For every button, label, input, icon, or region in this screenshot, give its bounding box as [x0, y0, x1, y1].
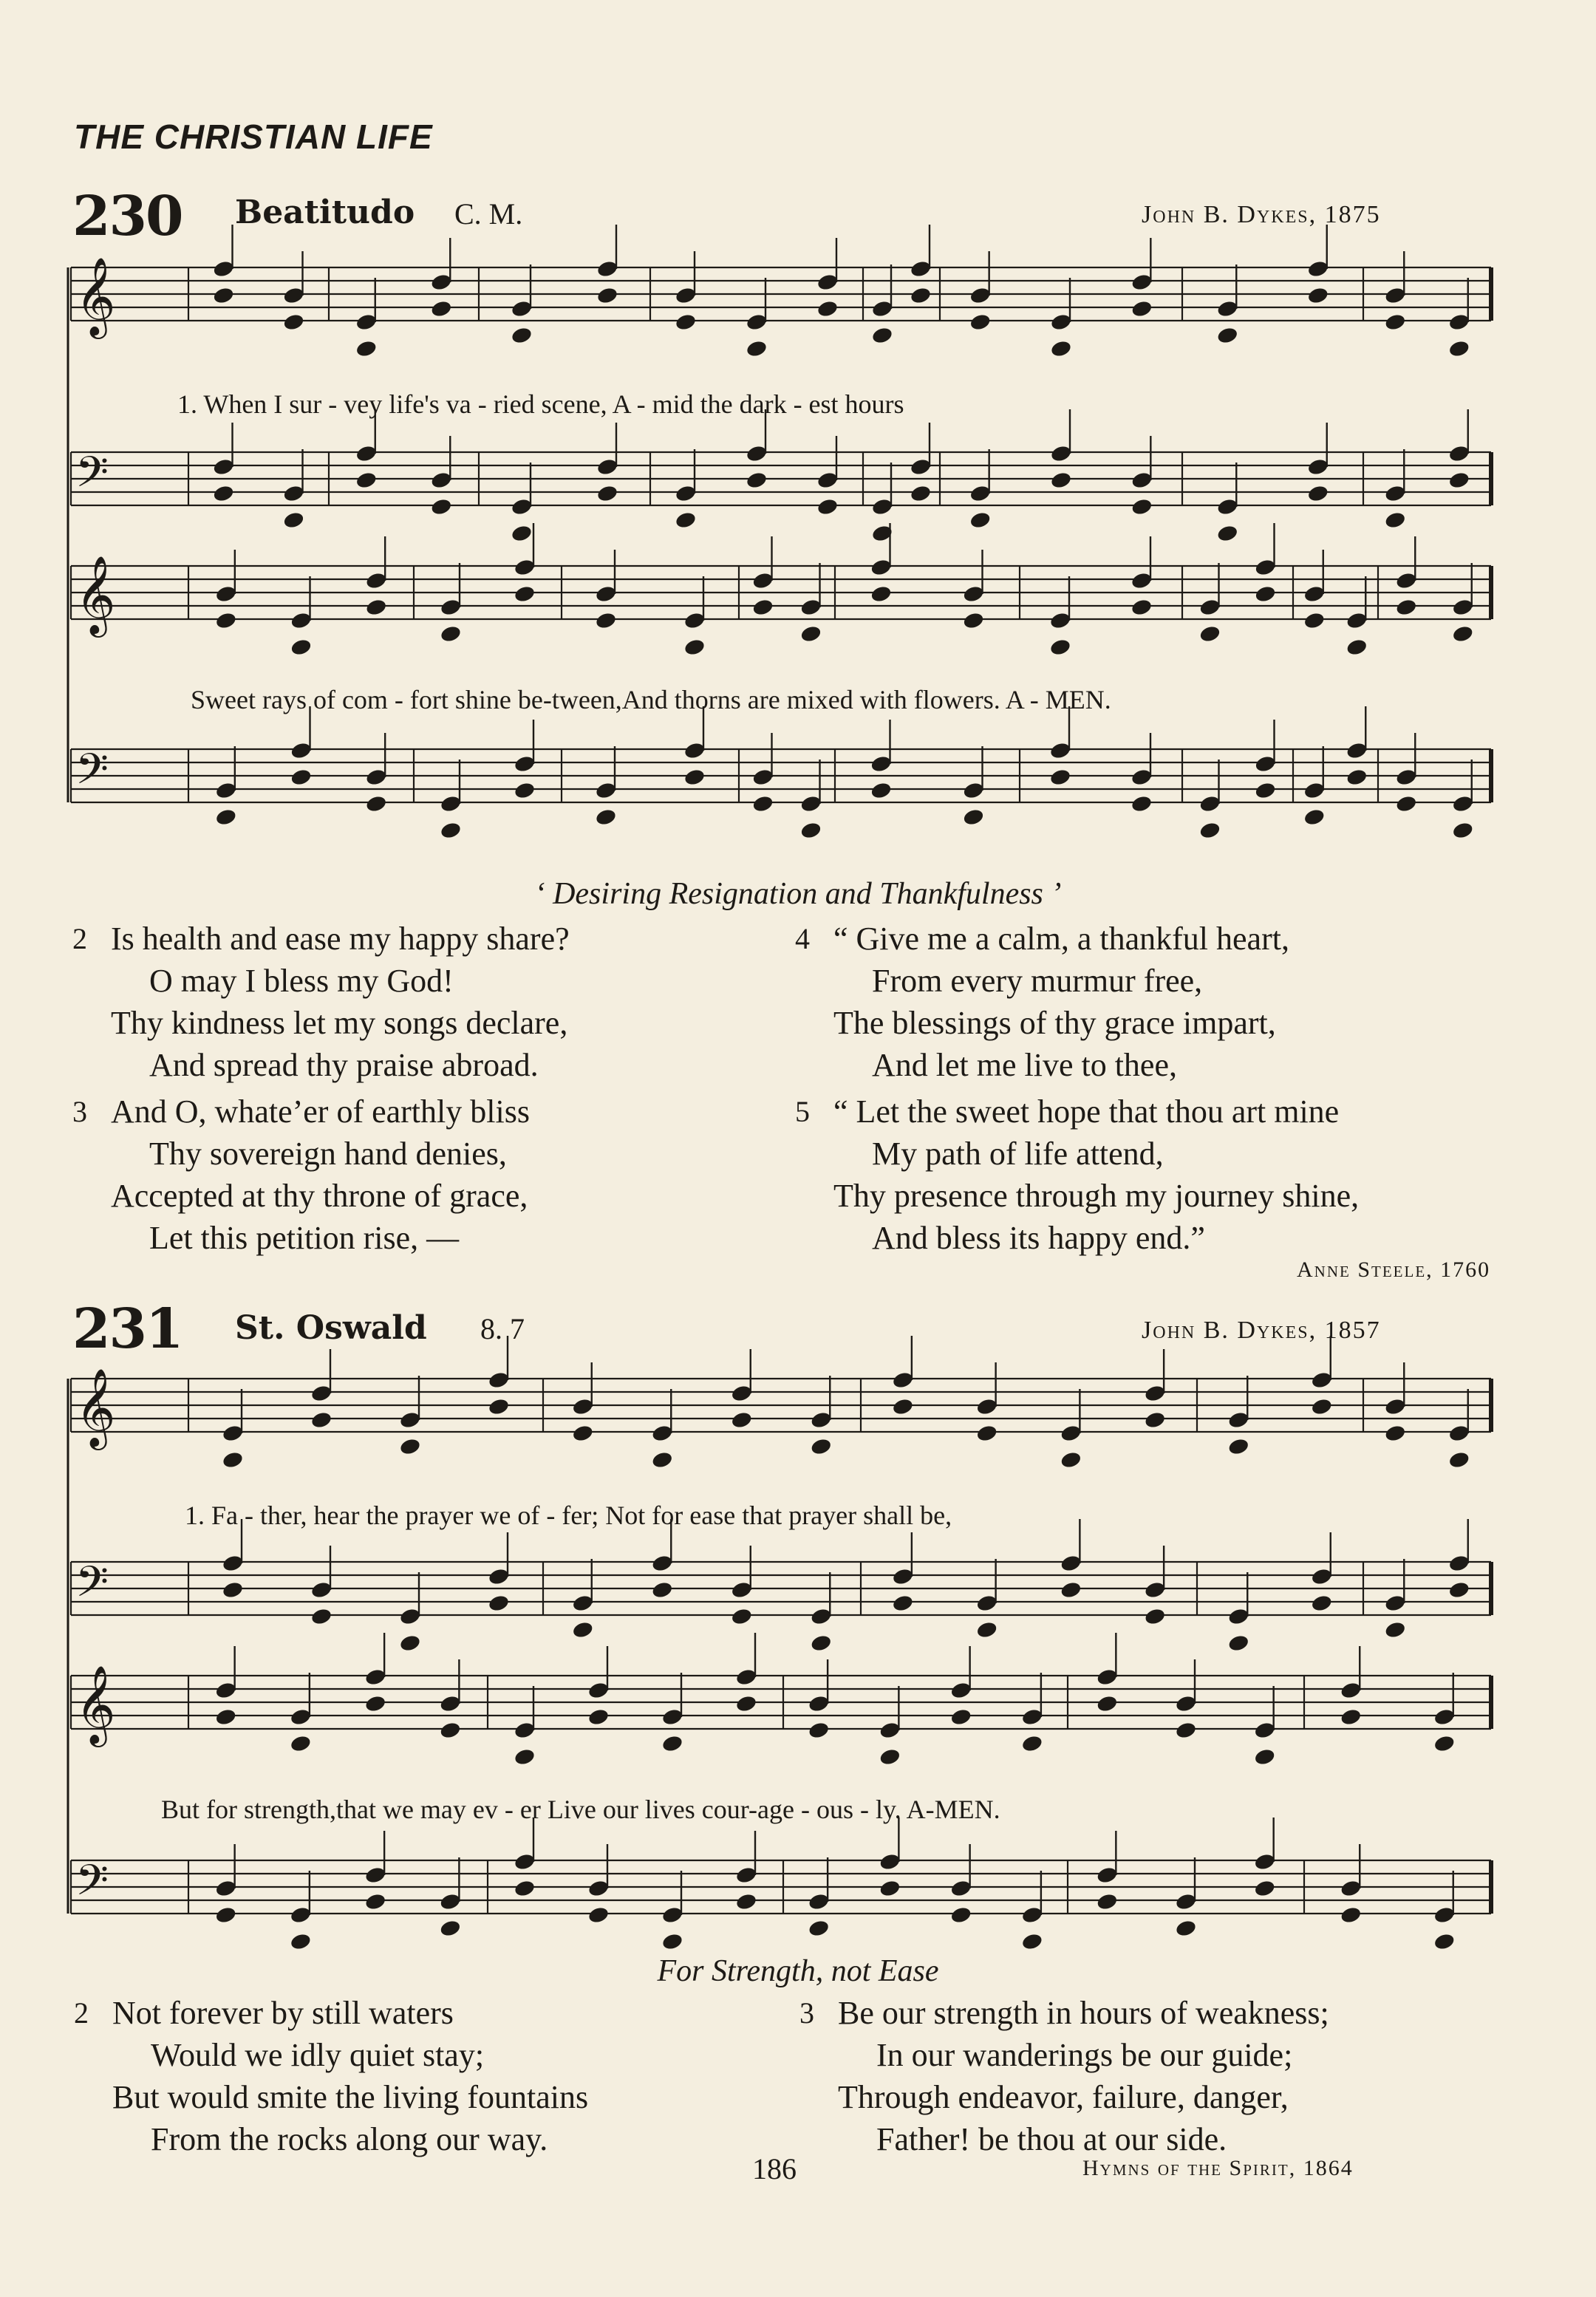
verse [795, 918, 1289, 1086]
verse-line: And O, whate’er of earthly bliss [111, 1093, 530, 1130]
svg-text:𝄞: 𝄞 [75, 555, 116, 634]
composer: John B. Dykes, 1875 [1142, 201, 1381, 228]
composer: John B. Dykes, 1857 [1142, 1317, 1381, 1344]
verse-line: Would we idly quiet stay; [151, 2037, 485, 2073]
verse-line: Father! be thou at our side. [876, 2121, 1227, 2157]
svg-text:𝄞: 𝄞 [75, 1665, 116, 1744]
hymn-number: 230 [72, 185, 183, 248]
meter: C. M. [454, 197, 523, 231]
verse-line: In our wanderings be our guide; [876, 2037, 1293, 2073]
verse [799, 1992, 1329, 2160]
tune-name: Beatitudo [235, 194, 415, 231]
source: Hymns of the Spirit, 1864 [1082, 2156, 1354, 2180]
verse-line: Not forever by still waters [112, 1995, 454, 2031]
verse-number: 3 [72, 1095, 87, 1128]
verse-line: O may I bless my God! [149, 963, 454, 999]
page-number: 186 [752, 2152, 797, 2185]
lyrics-line: 1. Fa - ther, hear the prayer we of - fer; Not for ease that prayer shall be, [185, 1501, 952, 1530]
verse-line: “ Give me a calm, a thankful heart, [833, 921, 1289, 957]
hymn-number: 231 [72, 1297, 183, 1361]
svg-text:𝄞: 𝄞 [75, 1368, 116, 1447]
verse-line: Thy presence through my journey shine, [833, 1178, 1360, 1214]
verse-line: “ Let the sweet hope that thou art mine [833, 1093, 1340, 1130]
verse-line: Let this petition rise, — [149, 1220, 460, 1256]
verse-number: 4 [795, 922, 810, 955]
svg-text:𝄢: 𝄢 [75, 447, 109, 508]
verse-line: Thy kindness let my songs declare, [111, 1005, 568, 1041]
verse-line: Be our strength in hours of weakness; [838, 1995, 1329, 2031]
section-title: THE CHRISTIAN LIFE [74, 117, 433, 156]
verse-number: 5 [795, 1095, 810, 1128]
verse [72, 1091, 530, 1259]
verse [74, 1992, 589, 2160]
lyrics-line: 1. When I sur - vey life's va - ried scene, A - mid the dark - est hours [177, 389, 904, 419]
author: Anne Steele, 1760 [1297, 1257, 1491, 1282]
stanza-title: For Strength, not Ease [657, 1954, 939, 1988]
verse-line: And let me live to thee, [872, 1047, 1177, 1083]
verse [72, 918, 570, 1086]
verse-line: But would smite the living fountains [112, 2079, 589, 2115]
verse-line: Is health and ease my happy share? [111, 921, 570, 957]
verse-number: 2 [72, 922, 87, 955]
verse-line: Accepted at thy throne of grace, [111, 1178, 528, 1214]
lyrics-line: Sweet rays of com - fort shine be-tween,And thorns are mixed with flowers. A - MEN. [191, 685, 1111, 714]
verse-line: Thy sovereign hand denies, [149, 1136, 507, 1172]
lyrics-line: But for strength,that we may ev - er Live our lives cour-age - ous - ly. A-MEN. [161, 1795, 1000, 1824]
meter: 8. 7 [480, 1312, 525, 1345]
stanza-title: ‘ Desiring Resignation and Thankfulness ’ [534, 877, 1062, 911]
verse-line: From every murmur free, [872, 963, 1203, 999]
tune-name: St. Oswald [235, 1309, 427, 1347]
verse-line: The blessings of thy grace impart, [833, 1005, 1276, 1041]
verse [795, 1091, 1360, 1259]
verse-line: Through endeavor, failure, danger, [838, 2079, 1289, 2115]
verse-line: From the rocks along our way. [151, 2121, 548, 2157]
verse-number: 3 [799, 1996, 814, 2030]
verse-number: 2 [74, 1996, 89, 2030]
svg-text:𝄞: 𝄞 [75, 256, 116, 335]
verse-line: And bless its happy end.” [872, 1220, 1205, 1256]
svg-text:𝄢: 𝄢 [75, 1855, 109, 1916]
verse-line: And spread thy praise abroad. [149, 1047, 539, 1083]
svg-text:𝄢: 𝄢 [75, 744, 109, 805]
svg-text:𝄢: 𝄢 [75, 1557, 109, 1617]
verse-line: My path of life attend, [872, 1136, 1164, 1172]
